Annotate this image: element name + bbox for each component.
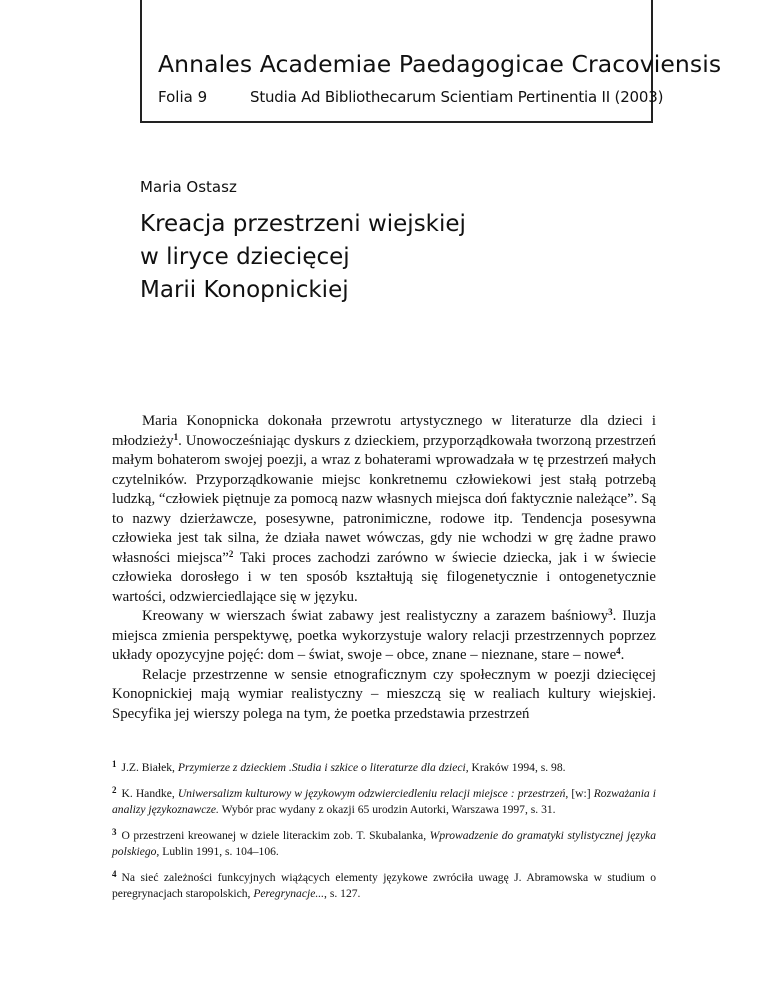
footnote-3 [112,824,656,861]
paragraph-1 [112,412,656,607]
paragraph-2 [112,607,656,666]
title-line-3: Marii Konopnickiej [140,277,349,303]
footnote-ref-1[interactable]: 1 [173,431,179,442]
title-line-2: w liryce dziecięcej [140,244,350,270]
paragraph-text: . Iluzja miejsca zmienia perspektywę, poetka wykorzystuje walory relacji przestrzennych poprzez układy opozycyjne pojęć: dom – świat, swoje – obce, znane – nieznane, stare – nowe [112,608,656,663]
series-title: Studia Ad Bibliothecarum Scientiam Pertinentia II (2003) [250,88,664,106]
footnote-text: , s. 127. [324,887,361,900]
footnote-title: Przymierze z dzieckiem .Studia i szkice o literaturze dla dzieci, [177,761,469,774]
footnote-title: Rozważania i analizy językoznawcze. [112,786,656,816]
footnote-text: , [w:] [565,786,594,800]
footnote-title: Uniwersalizm kulturowy w językowym odzwierciedleniu relacji miejsce : przestrzeń [177,786,566,800]
footnote-text: Na sieć zależności funkcyjnych wiążących elementy językowe zwróciła uwagę J. Abramowska w studium o peregrynacjach staropolskich, [112,870,656,900]
paragraph-text: . Unowocześniając dyskurs z dzieckiem, przyporządkowała tworzoną przestrzeń małym bohaterom swojej poezji, a wraz z bohaterami wprowadzała w tę przestrzeń małych czytelników. Przyporządkowanie miejsc konkretnemu człowiekowi jest stałą potrzebą ludzką, “człowiek piętnuje za pomocą nazw własnych miejsca doń faktycznie należące”. Są to nazwy dzierżawcze, posesywne, patronimiczne, rodowe itp. Tendencja posesywna człowieka jest tak silna, że działa nawet wówczas, gdy nie wchodzi w grę żadne prawo własności miejsca” [112,432,656,566]
footnotes [112,756,656,908]
paragraph-text: . [620,647,625,663]
footnote-2 [112,782,656,819]
footnote-text: J.Z. Białek, [121,761,178,774]
journal-header [140,0,722,123]
article-author: Maria Ostasz [140,178,237,196]
footnote-title: Peregrynacje... [253,887,325,900]
footnote-ref-2[interactable]: 2 [228,548,234,559]
footnote-ref-3[interactable]: 3 [608,607,613,617]
footnote-number: 4 [112,868,117,879]
footnote-text: O przestrzeni kreowanej w dziele literackim zob. T. Skubalanka, [121,828,430,842]
footnote-text: K. Handke, [121,786,178,800]
footnote-number: 2 [112,784,117,795]
title-line-1: Kreacja przestrzeni wiejskiej [140,211,466,237]
article-title [140,208,466,307]
folio-number: Folia 9 [158,88,208,106]
footnote-1 [112,756,656,777]
footnote-title: Wprowadzenie do gramatyki stylistycznej języka polskiego, [112,828,656,858]
footnote-ref-4[interactable]: 4 [616,646,621,656]
footnote-4 [112,866,656,903]
article-body [112,412,656,724]
paragraph-text: Taki proces zachodzi zarówno w świecie dziecka, jak i w świecie człowieka dorosłego i w ten sposób kształtują się filogenetycznie i ontogenetycznie wartości, odzwierciedlające się w języku. [112,549,656,605]
footnote-text: Kraków 1994, s. 98. [468,761,566,774]
footnote-text: Lublin 1991, s. 104–106. [159,845,279,858]
footnote-number: 3 [112,826,117,837]
footnote-text: Wybór prac wydany z okazji 65 urodzin Autorki, Warszawa 1997, s. 31. [218,803,556,816]
paragraph-text: Maria Konopnicka dokonała przewrotu artystycznego w literaturze dla dzieci i młodzieży [112,413,656,449]
journal-title: Annales Academiae Paedagogicae Cracoviensis [158,50,722,78]
paragraph-3: Relacje przestrzenne w sensie etnograficznym czy społecznym w poezji dziecięcej Konopnickiej mają wymiar realistyczny – mieszczą się w realiach kultury wiejskiej. Specyfika jej wierszy polega na tym, że poetka przedstawia przestrzeń [112,666,656,722]
paragraph-text: Kreowany w wierszach świat zabawy jest realistyczny a zarazem baśniowy [142,608,609,624]
footnote-number: 1 [112,759,117,769]
